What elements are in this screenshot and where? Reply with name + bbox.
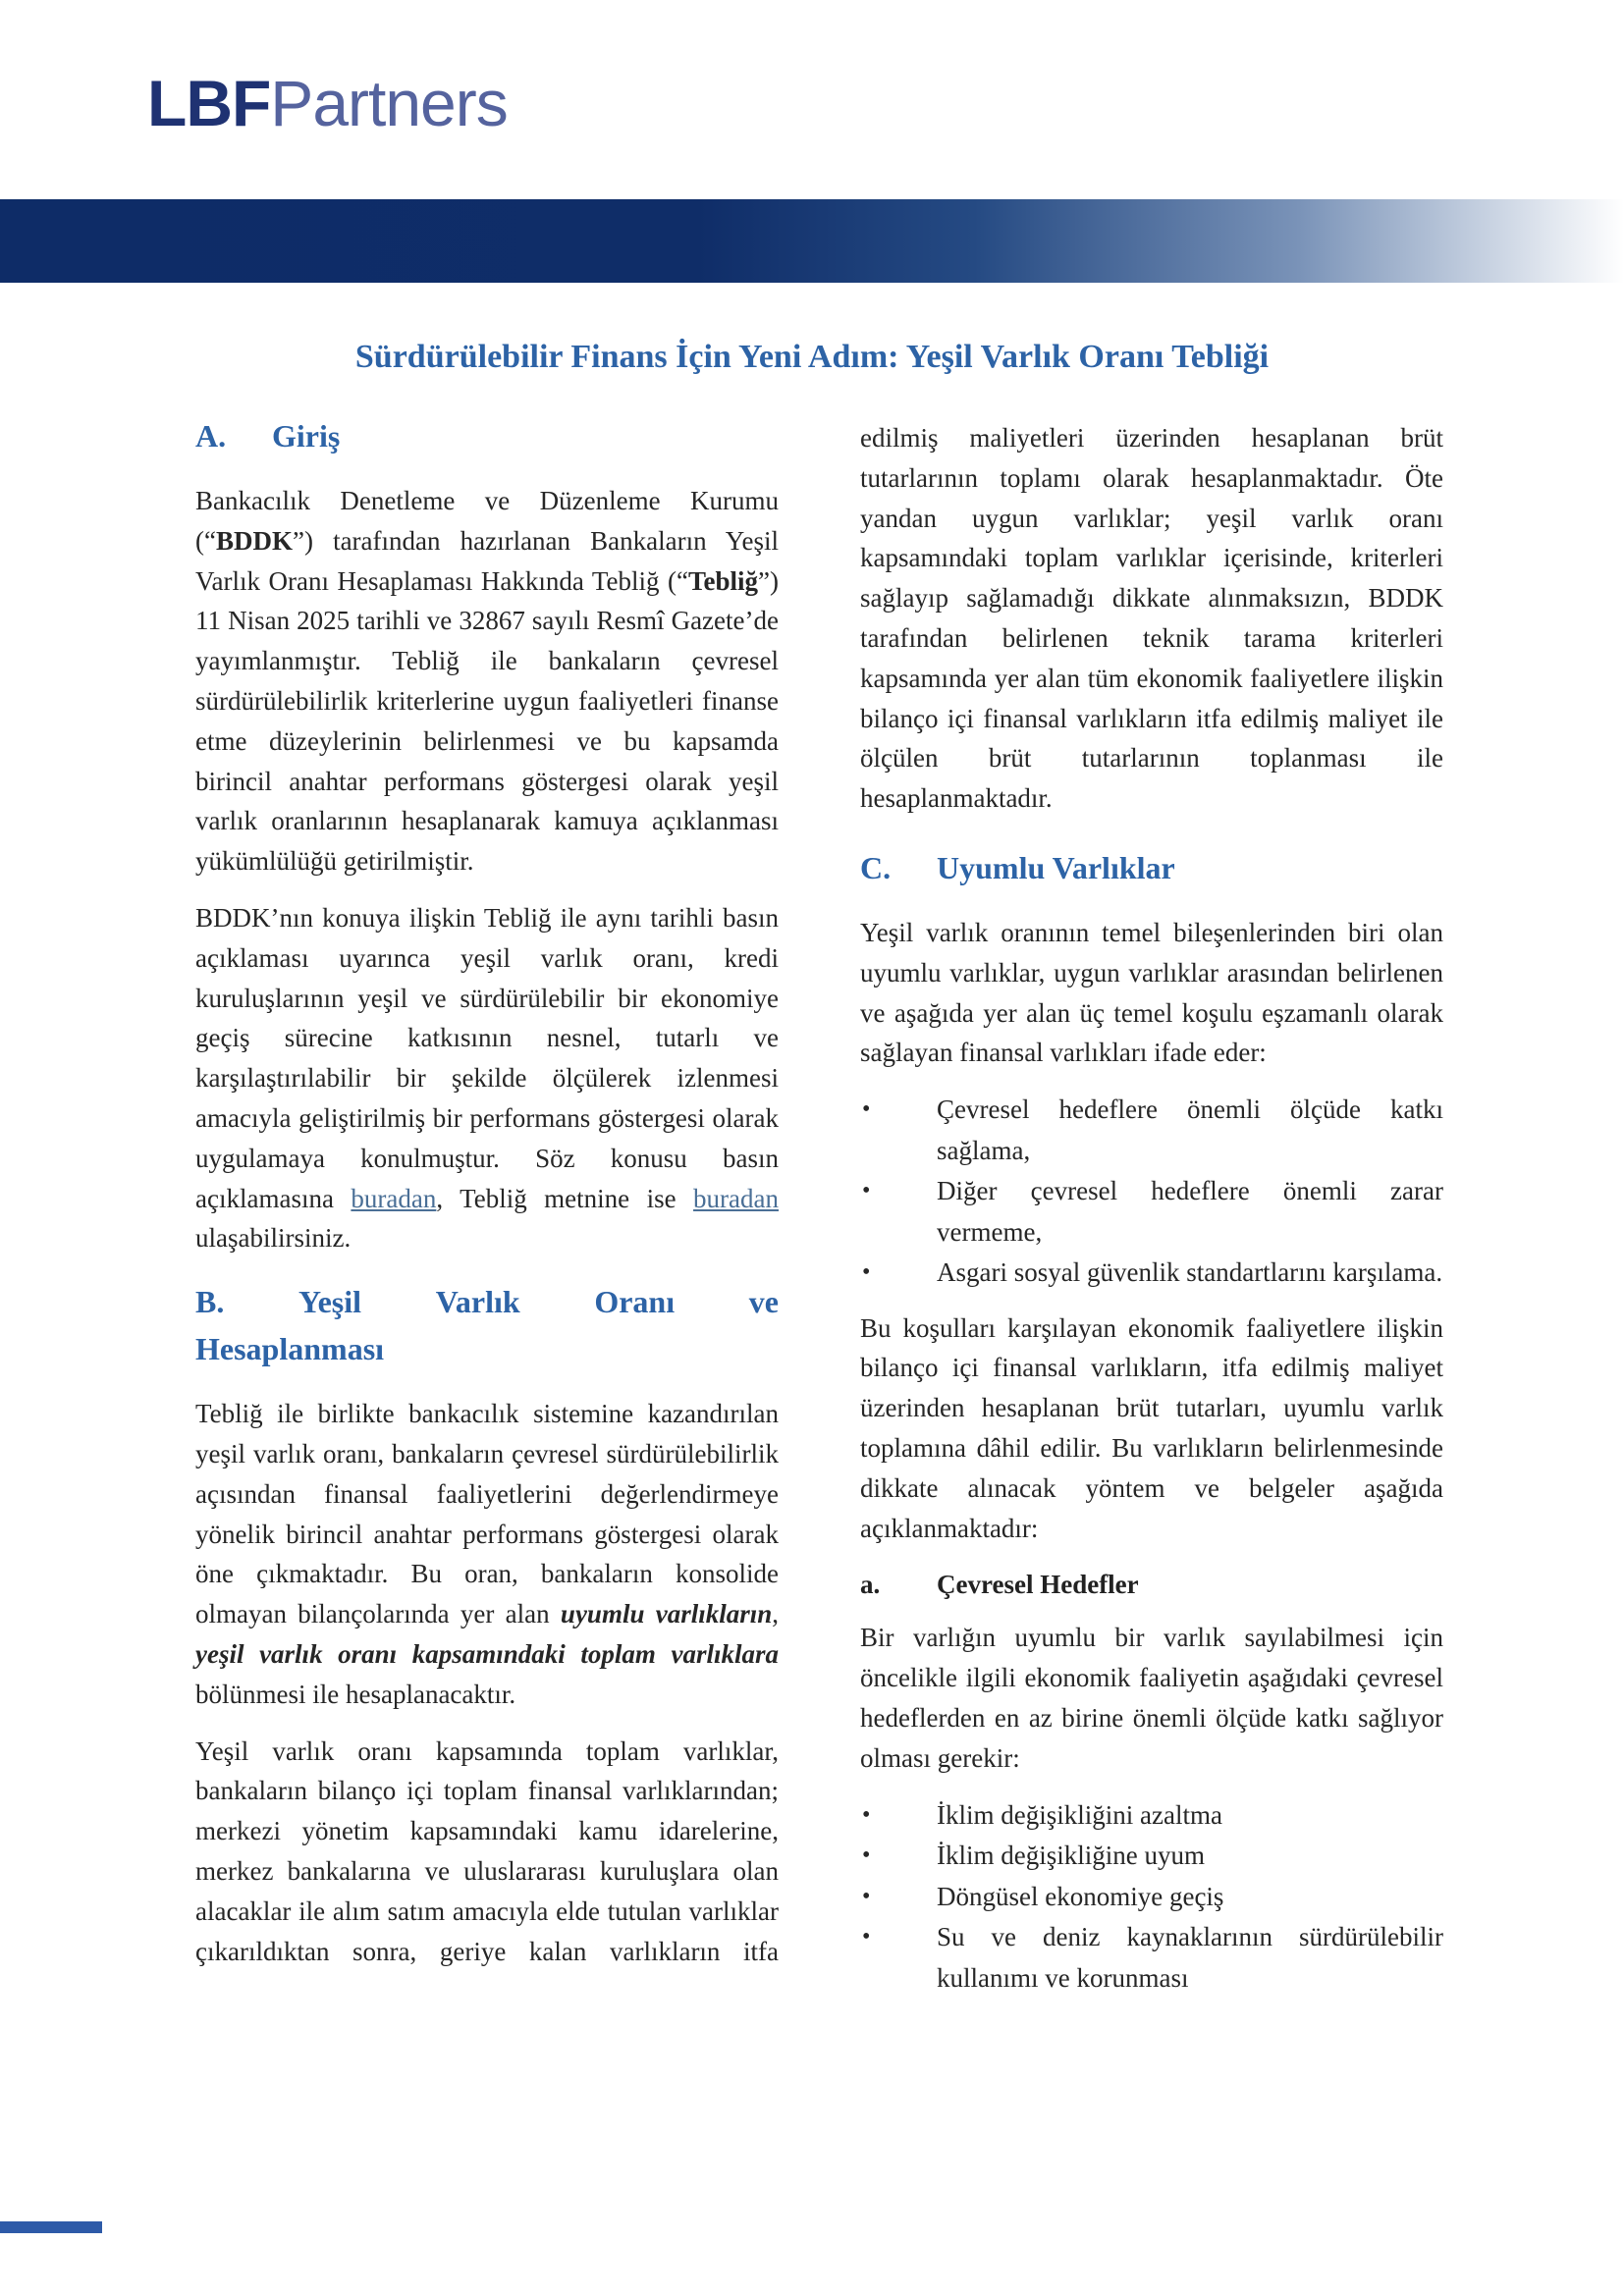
company-logo — [147, 67, 508, 139]
section-b-title-word: ve — [748, 1284, 779, 1320]
regulation-text-link[interactable]: buradan — [693, 1183, 780, 1213]
term-toplam-varliklar: yeşil varlık oranı kapsamındaki toplam varlıklara — [195, 1638, 779, 1669]
section-b-title-line-2: Hesaplanması — [195, 1331, 385, 1367]
section-c-heading — [860, 844, 1443, 891]
bullet-icon: • — [862, 1842, 871, 1869]
list-item — [860, 1253, 1443, 1294]
text-run: bölünmesi ile hesaplanacaktır. — [195, 1679, 516, 1709]
press-release-link[interactable]: buradan — [351, 1183, 437, 1213]
bullet-icon: • — [862, 1259, 871, 1286]
term-teblig: Tebliğ — [687, 565, 759, 596]
list-item — [860, 1090, 1443, 1171]
section-b-title-line-1 — [195, 1278, 779, 1325]
list-item — [860, 1171, 1443, 1253]
text-run: ulaşabilirsiniz. — [195, 1223, 352, 1254]
section-b-title-word: Yeşil — [298, 1284, 362, 1320]
section-c-paragraph-2: Bu koşulları karşılayan ekonomik faaliyetlere ilişkin bilanço içi finansal varlıkların, itfa edilmiş maliyet üzerinden hesaplanan brüt tutarları, uyumlu varlık toplamına dâhil edilir. Bu varlıkların belirlenmesinde dikkate alınacak yöntem ve belgeler aşağıda açıklanmaktadır: — [860, 1312, 1443, 1543]
section-b-title-word: Varlık — [435, 1284, 520, 1320]
list-item-text: Döngüsel ekonomiye geçiş — [937, 1881, 1224, 1911]
section-b-letter: B. — [195, 1284, 225, 1320]
list-item-text: Su ve deniz kaynaklarının sürdürülebilir kullanımı ve korunması — [937, 1922, 1443, 1993]
environmental-goals-list — [860, 1795, 1443, 2000]
subsection-a-paragraph: Bir varlığın uyumlu bir varlık sayılabilmesi için öncelikle ilgili ekonomik faaliyetin aşağıdaki çevresel hedeflerden en az birine önemli ölçüde katkı sağlıyor olması gerekir: — [860, 1623, 1443, 1773]
logo-lbf: LBF — [147, 67, 271, 139]
section-b-paragraph-2-continued: edilmiş maliyetleri üzerinden hesaplanan brüt tutarlarının toplamı olarak hesaplanmaktadır. Öte yandan uygun varlıklar; yeşil varlık oranı kapsamındaki toplam varlıklar içerisinde, kriterleri sağlayıp sağlamadığı dikkate alınmaksızın, BDDK tarafından belirlenen teknik tarama kriterleri kapsamında yer alan tüm ekonomik faaliyetlere ilişkin bilanço içi finansal varlıkların itfa edilmiş maliyet ile ölçülen brüt tutarlarının toplanması ile hesaplanmaktadır. — [860, 423, 1443, 814]
section-b-paragraph-2: Yeşil varlık oranı kapsamında toplam varlıklar, bankaların bilanço içi toplam finansal varlıklarından; merkezi yönetim kapsamındaki kamu idarelerine, merkez bankalarına ve uluslararası kuruluşlara olan alacaklar ile alım satım amacıyla elde tutulan varlıklar çıkarıldıktan sonra, geriye kalan varlıkların itfa — [195, 1735, 779, 1966]
list-item — [860, 1836, 1443, 1877]
subsection-a-title: Çevresel Hedefler — [937, 1570, 1139, 1600]
bullet-icon: • — [862, 1096, 871, 1123]
list-item-text: İklim değişikliğine uyum — [937, 1841, 1205, 1871]
list-item-text: Asgari sosyal güvenlik standartlarını karşılama. — [937, 1257, 1443, 1288]
text-run: ”) tarafından hazırlanan Bankaların Yeşil Varlık Oranı Hesaplaması Hakkında Tebliğ (“ — [195, 525, 779, 596]
bullet-icon: • — [862, 1924, 871, 1950]
section-a-paragraph-2 — [195, 898, 779, 1258]
text-run: Bankacılık Denetleme ve Düzenleme Kurumu (“ — [195, 486, 779, 556]
section-b-heading — [195, 1278, 779, 1372]
text-run: BDDK’nın konuya ilişkin Tebliğ ile aynı tarihli basın açıklaması uyarınca yeşil varlık oranı, kredi kuruluşlarının yeşil ve sürdürülebilir bir ekonomiye geçiş sürecine katkısının nesnel, tutarlı ve karşılaştırılabilir bir şekilde ölçülerek izlenmesi amacıyla geliştirilmiş bir performans göstergesi olarak uygulamaya konulmuştur. Söz konusu basın açıklamasına — [195, 902, 779, 1213]
text-run: , Tebliğ metnine ise — [436, 1183, 694, 1213]
section-a-paragraph-1 — [195, 481, 779, 881]
bullet-icon: • — [862, 1883, 871, 1909]
section-b-paragraph-1 — [195, 1394, 779, 1714]
list-item-text: Çevresel hedeflere önemli ölçüde katkı sağlama, — [937, 1095, 1443, 1165]
list-item-text: İklim değişikliğini azaltma — [937, 1799, 1222, 1830]
section-c-paragraph-1: Yeşil varlık oranının temel bileşenlerinden biri olan uyumlu varlıklar, uygun varlıklar arasından belirlenen ve aşağıda yer alan üç temel koşulu eşzamanlı olarak sağlayan finansal varlıkları ifade eder: — [860, 917, 1443, 1068]
section-c-title: Uyumlu Varlıklar — [937, 849, 1175, 885]
section-c-letter: C. — [860, 849, 892, 885]
footer-accent-bar — [0, 2221, 102, 2233]
text-run: Tebliğ ile birlikte bankacılık sistemine kazandırılan yeşil varlık oranı, bankaların çevresel sürdürülebilirlik açısından finansal faaliyetlerini değerlendirmeye yönelik birincil anahtar performans göstergesi olarak öne çıkmaktadır. Bu oran, bankaların konsolide olmayan bilançolarında yer alan — [195, 1399, 779, 1629]
list-item-text: Diğer çevresel hedeflere önemli zarar vermeme, — [937, 1176, 1443, 1247]
conditions-list — [860, 1090, 1443, 1294]
list-item — [860, 1795, 1443, 1837]
header-banner — [0, 199, 1624, 283]
bullet-icon: • — [862, 1801, 871, 1828]
section-b-title-word: Oranı — [594, 1284, 676, 1320]
right-column — [860, 418, 1443, 2013]
left-column — [195, 412, 779, 1988]
subsection-a-letter: a. — [860, 1570, 881, 1600]
term-bddk: BDDK — [215, 525, 293, 556]
subsection-a-heading — [860, 1565, 1443, 1604]
text-run: ”) 11 Nisan 2025 tarihli ve 32867 sayılı Resmî Gazete’de yayımlanmıştır. Tebliğ ile bankaların çevresel sürdürülebilirlik kriterlerine uygun faaliyetleri finanse etme düzeylerinin belirlenmesi ve bu kapsamda birincil anahtar performans göstergesi olarak yeşil varlık oranlarının hesaplanarak kamuya açıklanması yükümlülüğü getirilmiştir. — [195, 565, 779, 877]
bullet-icon: • — [862, 1178, 871, 1204]
logo-partners: Partners — [270, 67, 508, 139]
section-a-title: Giriş — [272, 418, 341, 454]
text-run: , — [772, 1599, 779, 1629]
section-a-heading — [195, 412, 779, 459]
list-item — [860, 1877, 1443, 1918]
list-item — [860, 1917, 1443, 1999]
section-a-letter: A. — [195, 418, 227, 454]
term-uyumlu-varliklar: uyumlu varlıkların — [560, 1599, 773, 1629]
document-title: Sürdürülebilir Finans İçin Yeni Adım: Yeşil Varlık Oranı Tebliği — [354, 339, 1270, 375]
